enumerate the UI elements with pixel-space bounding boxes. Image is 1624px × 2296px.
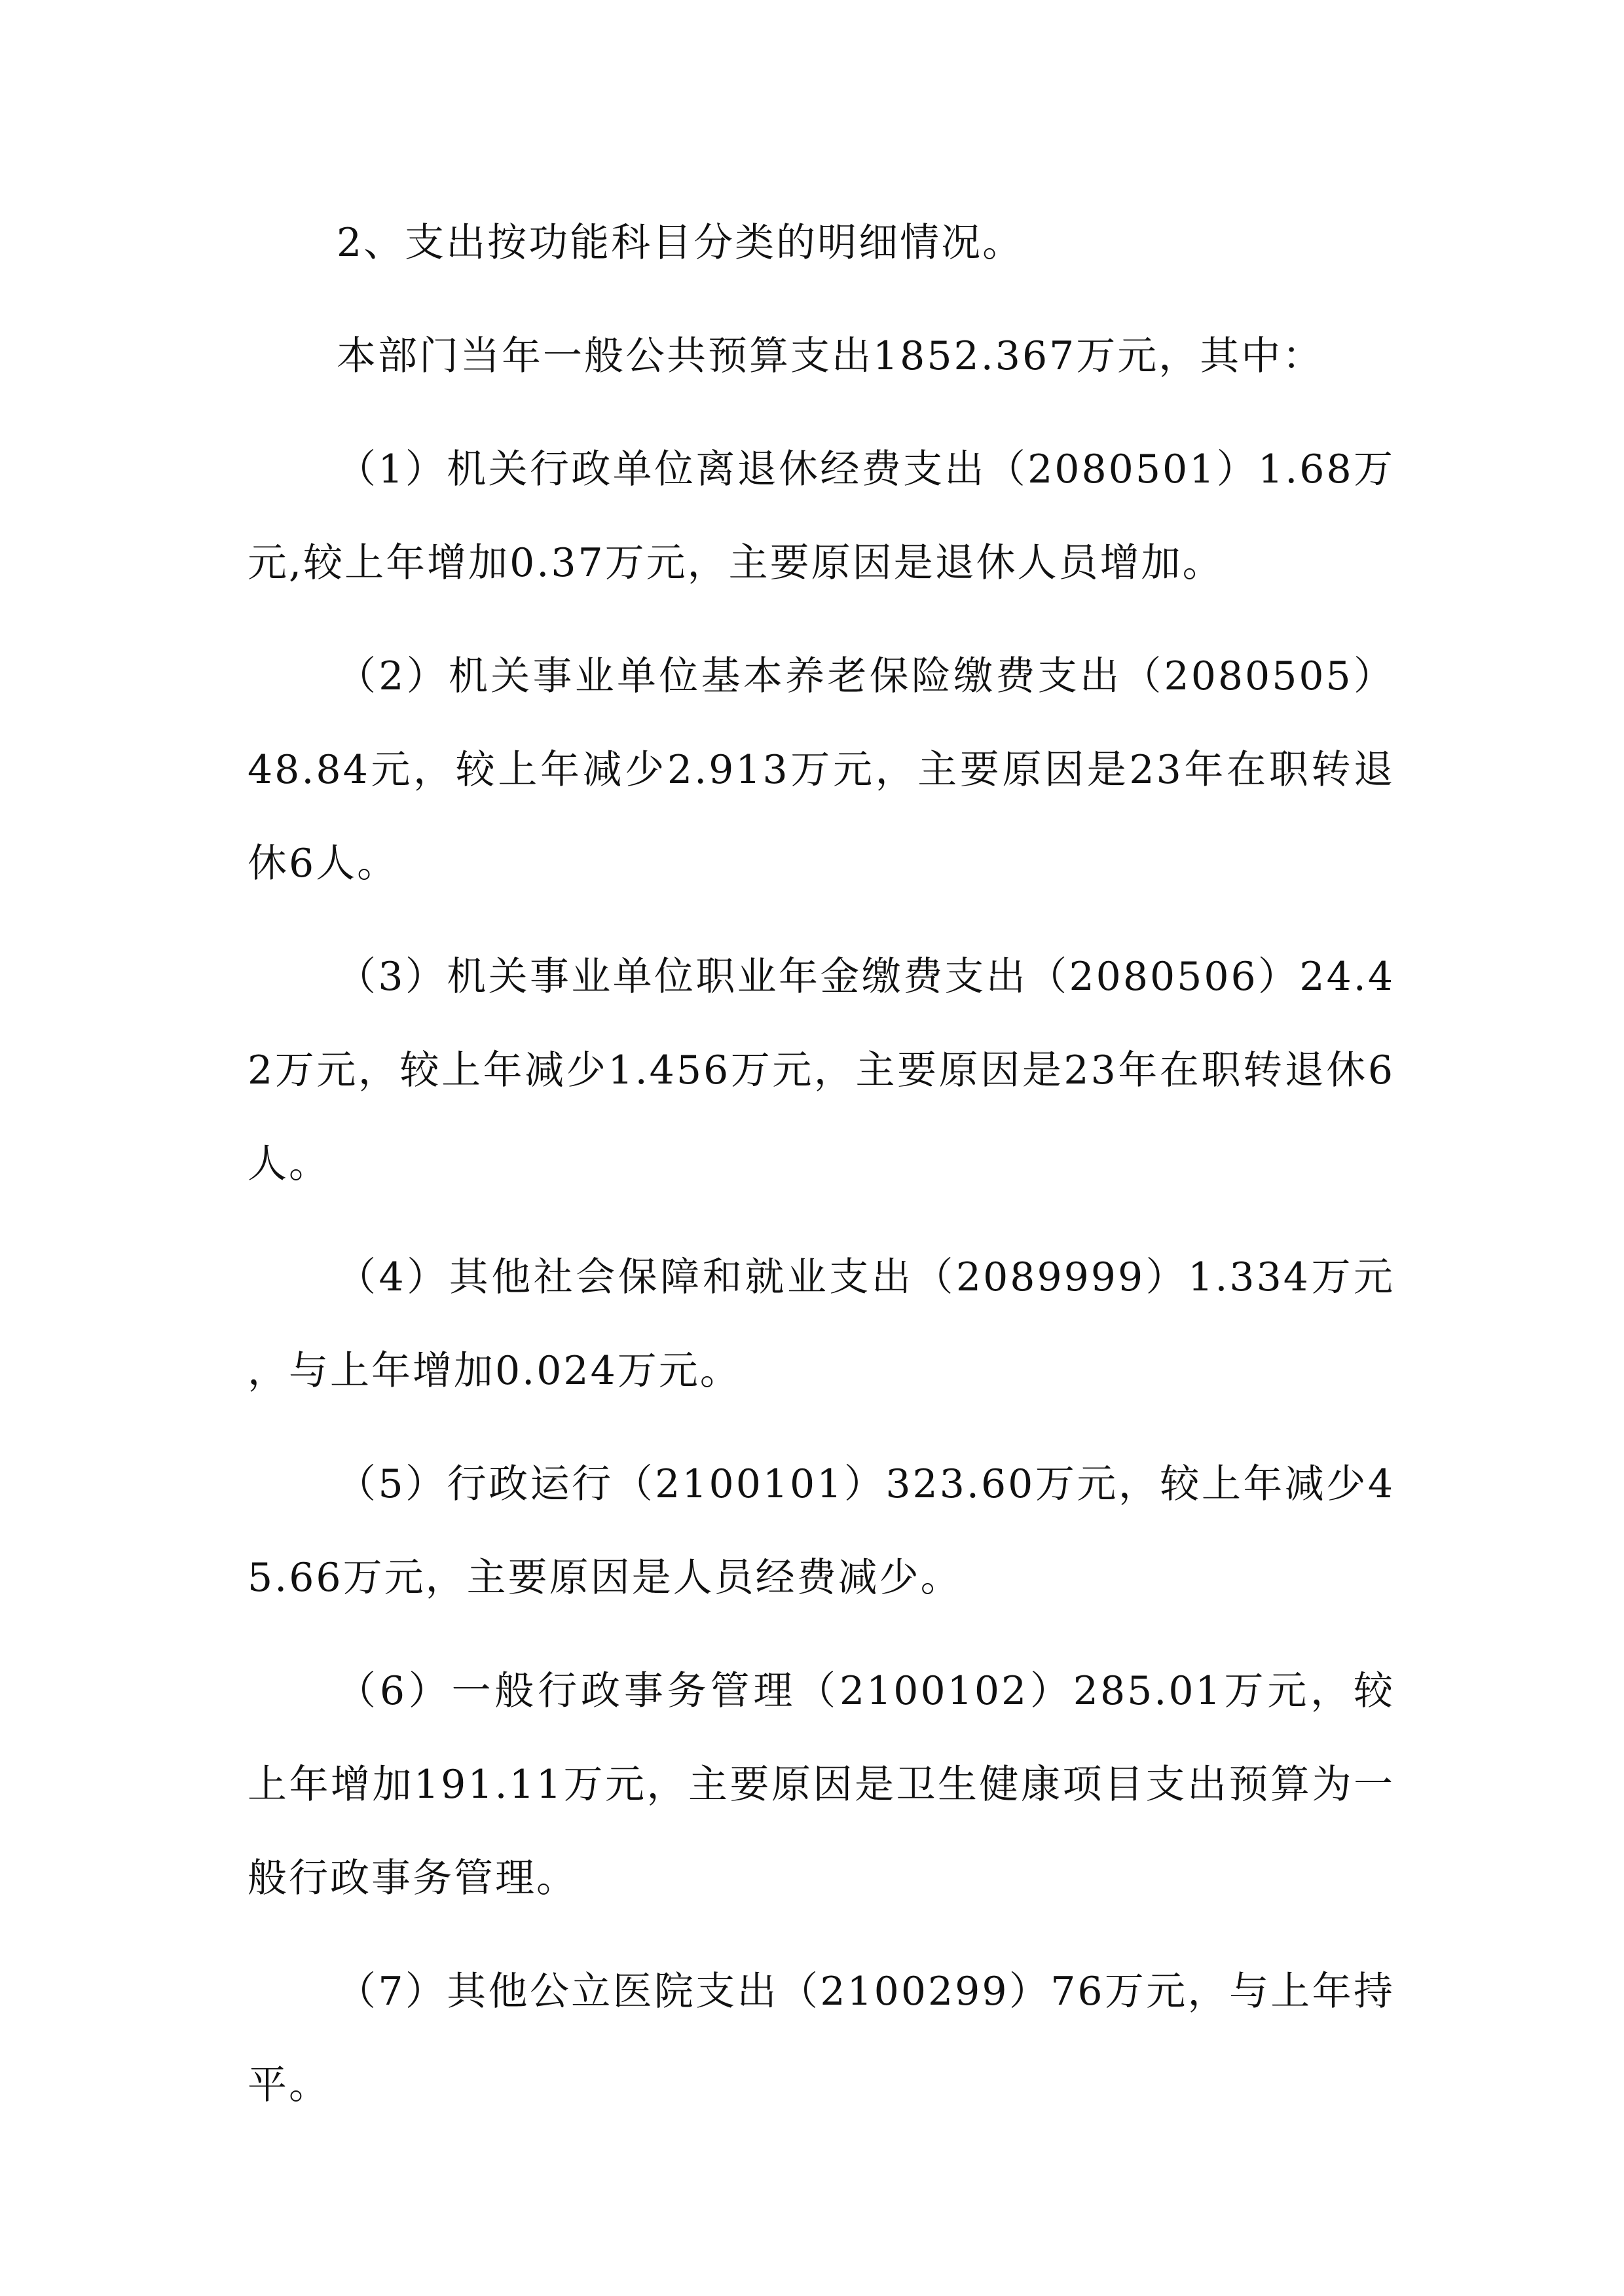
intro-paragraph: 本部门当年一般公共预算支出1852.367万元，其中： bbox=[337, 333, 1324, 379]
item-paragraph-4: （4）其他社会保障和就业支出（2089999）1.334万元，与上年增加0.024万元。 bbox=[248, 1254, 1395, 1394]
document-body bbox=[248, 196, 1395, 2132]
item-paragraph-1: （1）机关行政单位离退休经费支出（2080501）1.68万元,较上年增加0.37万元，主要原因是退休人员增加。 bbox=[248, 446, 1395, 586]
section-heading: 2、支出按功能科目分类的明细情况。 bbox=[337, 220, 1024, 266]
item-paragraph-7: （7）其他公立医院支出（2100299）76万元，与上年持平。 bbox=[248, 1969, 1395, 2108]
item-paragraph-5: （5）行政运行（2100101）323.60万元，较上年减少45.66万元，主要原因是人员经费减少。 bbox=[248, 1461, 1395, 1601]
item-paragraph-3: （3）机关事业单位职业年金缴费支出（2080506）24.42万元，较上年减少1.456万元，主要原因是23年在职转退休6人。 bbox=[248, 954, 1395, 1187]
item-paragraph-6: （6）一般行政事务管理（2100102）285.01万元，较上年增加191.11万元，主要原因是卫生健康项目支出预算为一般行政事务管理。 bbox=[248, 1668, 1395, 1901]
item-paragraph-2: （2）机关事业单位基本养老保险缴费支出（2080505）48.84元，较上年减少2.913万元，主要原因是23年在职转退休6人。 bbox=[248, 653, 1395, 886]
